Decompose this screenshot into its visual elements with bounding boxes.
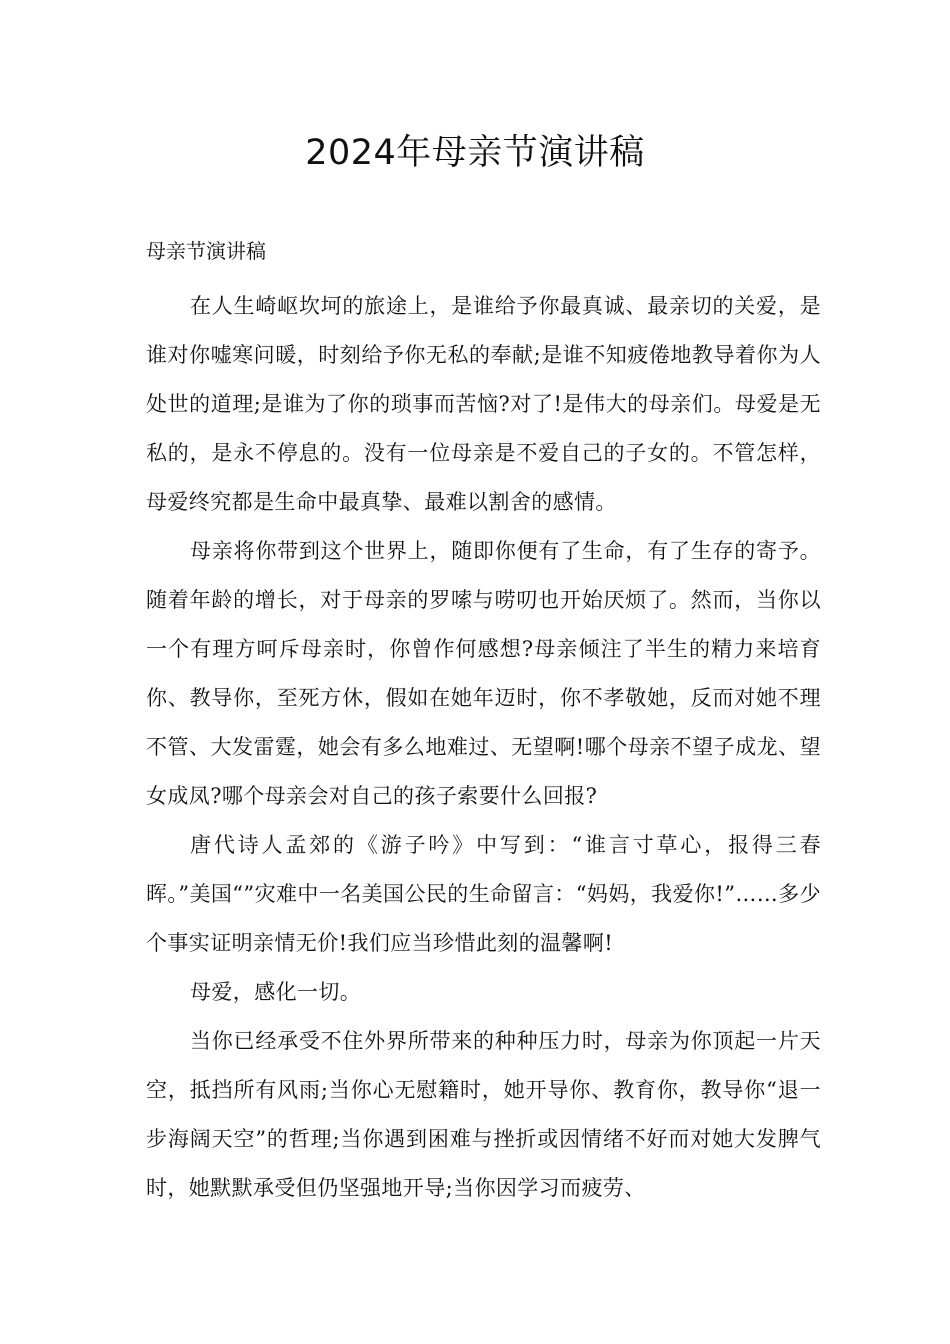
paragraph: 母爱，感化一切。 — [190, 980, 362, 1004]
paragraph: 当你已经承受不住外界所带来的种种压力时，母亲为你顶起一片天空，抵挡所有风雨;当你心无慰籍时，她开导你、教育你，教导你“退一步海阔天空”的哲理;当你遇到困难与挫折或因情绪不好而对她大发脾气时，她默默承受但仍坚强地开导;当你因学习而疲劳、 — [146, 1029, 821, 1200]
paragraph: 唐代诗人孟郊的《游子吟》中写到：“谁言寸草心，报得三春晖。”美国“”灾难中一名美国公民的生命留言：“妈妈，我爱你!”……多少个事实证明亲情无价!我们应当珍惜此刻的温馨啊! — [146, 833, 821, 955]
document-subtitle: 母亲节演讲稿 — [146, 239, 266, 263]
paragraph: 母亲将你带到这个世界上，随即你便有了生命，有了生存的寄予。随着年龄的增长，对于母亲的罗嗦与唠叨也开始厌烦了。然而，当你以一个有理方呵斥母亲时，你曾作何感想?母亲倾注了半生的精力来培育你、教导你，至死方休，假如在她年迈时，你不孝敬她，反而对她不理不管、大发雷霆，她会有多么地难过、无望啊!哪个母亲不望子成龙、望女成凤?哪个母亲会对自己的孩子索要什么回报? — [146, 539, 821, 808]
document-body — [146, 282, 821, 1213]
document-title: 2024年母亲节演讲稿 — [305, 133, 645, 173]
paragraph: 在人生崎岖坎坷的旅途上，是谁给予你最真诚、最亲切的关爱，是谁对你嘘寒问暖，时刻给予你无私的奉献;是谁不知疲倦地教导着你为人处世的道理;是谁为了你的琐事而苦恼?对了!是伟大的母亲们。母爱是无私的，是永不停息的。没有一位母亲是不爱自己的子女的。不管怎样，母爱终究都是生命中最真挚、最难以割舍的感情。 — [146, 294, 821, 514]
